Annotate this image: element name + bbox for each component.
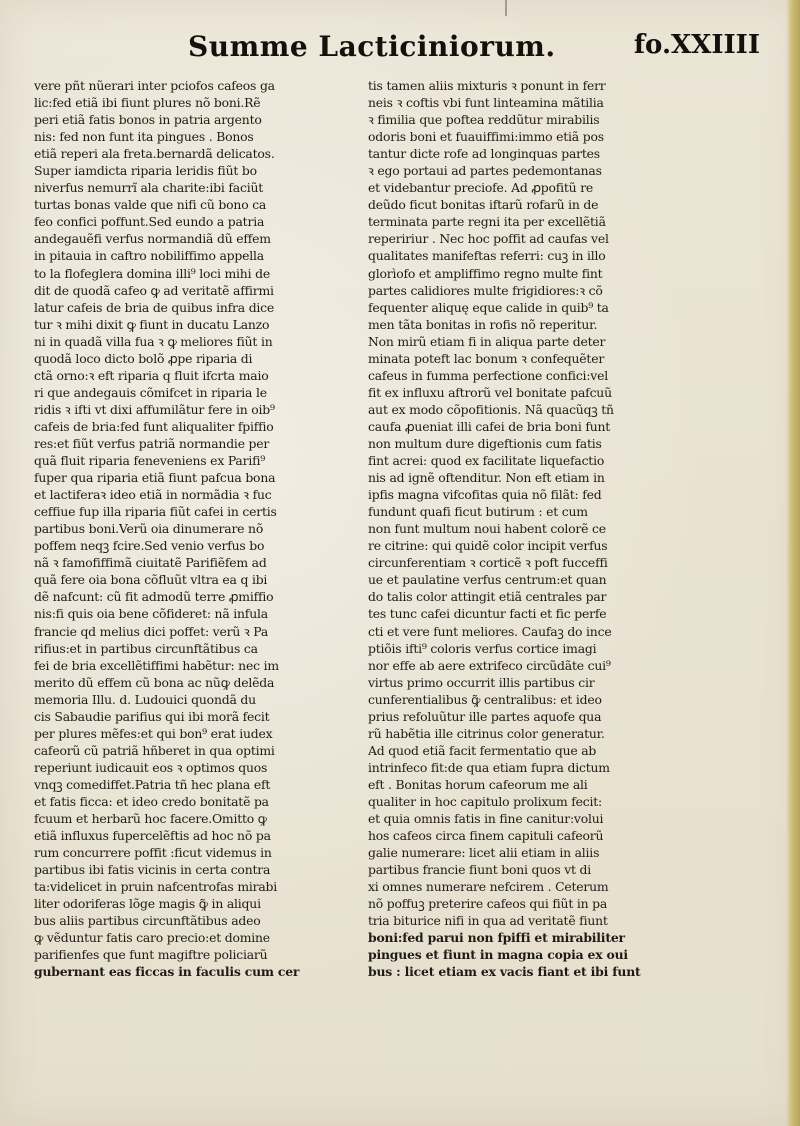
text-line: quã fere oia bona cõfluũt vltra ea q ibi — [34, 572, 268, 588]
text-line: tantur dicte rofe ad longinquas partes — [368, 146, 600, 162]
text-line: fcuum et herbarũ hoc facere.Omitto ꝙ — [34, 811, 267, 827]
text-line: fuper qua riparia etiã fiunt pafcua bona — [34, 470, 276, 486]
text-line: quodã loco dicto bolõ ꝓpe riparia di — [34, 350, 253, 366]
text-line: aut ex modo cõpofitionis. Nã quacũqꝫ tñ — [368, 401, 614, 417]
text-line: Non mirũ etiam fi in aliqua parte deter — [368, 333, 606, 349]
text-line: nã ꝛ famofiffimã ciuitatẽ Parifiẽfem ad — [34, 555, 267, 571]
text-line: cafeus in fumma perfectione confici:vel — [368, 367, 608, 383]
text-line: eft . Bonitas horum cafeorum me ali — [368, 776, 588, 792]
text-line: et lactiferaꝛ ideo etiã in normãdia ꝛ fuc — [34, 487, 272, 503]
text-line: glorìofo et ampliffimo regno multe fint — [368, 265, 603, 281]
text-line: etiã reperi ala freta.bernardã delicatos. — [34, 146, 275, 162]
text-line: tria biturice nifi in qua ad veritatẽ fiunt — [368, 913, 608, 929]
text-line: rũ habẽtia ille citrinus color generatur. — [368, 725, 605, 741]
text-line: liter odoriferas lõge magis ꝙ̃ in aliqui — [34, 896, 261, 912]
text-line: partes calidiores multe frigidiores:ꝛ cõ — [368, 282, 603, 298]
text-line: men tãta bonitas in rofis nõ reperitur. — [368, 316, 598, 332]
text-line: ceffiue fup illa riparia fiũt cafei in certis — [34, 504, 277, 520]
text-line: ridis ꝛ ifti vt dixi affumilãtur fere in oib⁹ — [34, 401, 275, 417]
text-line: do talis color attingit etiã centrales par — [368, 589, 607, 605]
text-line: merito dũ effem cũ bona ac nũꝙ delẽda — [34, 674, 275, 690]
text-line: francie qd melius dici poffet: verũ ꝛ Pa — [34, 623, 269, 639]
page-gilt-edge — [786, 0, 800, 1126]
right-text-column — [368, 77, 704, 980]
text-line: latur cafeis de bria de quibus infra dice — [34, 299, 275, 315]
text-line: dit de quodã cafeo ꝙ ad veritatẽ affirmi — [34, 282, 274, 298]
text-line: turtas bonas valde que nifi cũ bono ca — [34, 197, 267, 213]
text-line: peri etiã fatis bonos in patria argento — [34, 112, 262, 128]
text-line: ptiõis ifti⁹ coloris verfus cortice imagi — [368, 640, 597, 656]
text-line: pingues et fiunt in magna copia ex oui — [368, 947, 628, 963]
text-line: Ad quod etiã facit fermentatio que ab — [368, 742, 597, 758]
text-line: nis:fi quis oia bene cõfideret: nã infula — [34, 606, 268, 622]
left-text-column — [34, 77, 370, 980]
text-line: partibus ibi fatis vicinis in certa contra — [34, 862, 271, 878]
text-line: per plures mẽfes:et qui bon⁹ erat iudex — [34, 725, 273, 741]
text-line: rifius:et in partibus circunftãtibus ca — [34, 640, 258, 656]
page-edge-mark — [505, 0, 517, 16]
text-line: deũdo ficut bonitas iftarũ rofarũ in de — [368, 197, 599, 213]
text-line: non funt multum noui habent colorẽ ce — [368, 521, 606, 537]
text-line: ri que andegauis cõmifcet in riparia le — [34, 384, 267, 400]
text-line: memoria Illu. d. Ludouici quondã du — [34, 691, 256, 707]
text-line: bus : licet etiam ex vacis fiant et ibi funt — [368, 964, 641, 980]
text-line: feo confici poffunt.Sed eundo a patria — [34, 214, 265, 230]
text-line: parifienfes que funt magiftre policiarũ — [34, 947, 268, 963]
text-line: hos cafeos circa finem capituli cafeorũ — [368, 828, 604, 844]
text-line: repeririur . Nec hoc poffit ad caufas vel — [368, 231, 609, 247]
text-line: ctã orno:ꝛ eft riparia q fluit ifcrta maio — [34, 367, 269, 383]
text-line: et quia omnis fatis in fine canitur:volui — [368, 811, 604, 827]
text-line: Super iamdicta riparia leridis fiũt bo — [34, 163, 257, 179]
text-line: etiã influxus fupercelẽftis ad hoc nõ pa — [34, 828, 271, 844]
text-line: ꝙ vẽduntur fatis caro precio:et domine — [34, 930, 270, 946]
text-line: et fatis ficca: et ideo credo bonitatẽ pa — [34, 793, 269, 809]
text-line: tes tunc cafei dicuntur facti et fic perfe — [368, 606, 607, 622]
text-line: terminata parte regni ita per excellẽtiã — [368, 214, 606, 230]
text-line: qualiter in hoc capitulo prolixum fecit: — [368, 793, 603, 809]
text-line: cafeis de bria:fed funt aliqualiter fpiffio — [34, 418, 274, 434]
text-line: andegauẽfi verfus normandiã dũ effem — [34, 231, 271, 247]
text-line: ipfis magna vifcofitas quia nõ filãt: fed — [368, 487, 602, 503]
text-line: minata poteft lac bonum ꝛ confequẽter — [368, 350, 605, 366]
text-line: xi omnes numerare nefcirem . Ceterum — [368, 879, 609, 895]
text-line: res:et fiũt verfus patriã normandie per — [34, 435, 270, 451]
text-line: nis: fed non funt ita pingues . Bonos — [34, 129, 254, 145]
text-line: cafeorũ cũ patriã hñberet in qua optimi — [34, 742, 275, 758]
page-header — [70, 30, 760, 70]
text-line: fit ex influxu aftrorũ vel bonitate pafcuũ — [368, 384, 612, 400]
text-line: in pitauia in caftro nobiliffimo appella — [34, 248, 264, 264]
text-line: virtus primo occurrit illis partibus cir — [368, 674, 595, 690]
text-line: tur ꝛ mihi dixit ꝙ fiunt in ducatu Lanzo — [34, 316, 270, 332]
text-line: gubernant eas ficcas in faculis cum cer — [34, 964, 300, 980]
text-line: reperiunt iudicauit eos ꝛ optimos quos — [34, 759, 268, 775]
text-line: circunferentiam ꝛ corticẽ ꝛ poft fucceffi — [368, 555, 608, 571]
text-line: vnqꝫ comediffet.Patria tñ hec plana eft — [34, 776, 271, 792]
text-line: tis tamen aliis mixturis ꝛ ponunt in ferr — [368, 78, 606, 93]
text-line: caufa ꝓueniat illi cafei de bria boni funt — [368, 418, 611, 434]
text-line: re citrine: qui quidẽ color incipit verfus — [368, 538, 608, 554]
text-line: ta:videlicet in pruin nafcentrofas mirabi — [34, 879, 278, 895]
text-line: partibus boni.Verũ oia dinumerare nõ — [34, 521, 264, 537]
text-line: partibus francie fiunt boni quos vt di — [368, 862, 592, 878]
text-line: intrinfeco fit:de qua etiam fupra dictum — [368, 759, 610, 775]
text-line: dẽ nafcunt: cũ fit admodũ terre ꝓmiffio — [34, 589, 274, 605]
text-line: quã fluit riparia feneveniens ex Parifi⁹ — [34, 453, 266, 469]
text-line: niverfus nemurrĩ ala charite:ibi faciũt — [34, 180, 264, 196]
text-line: cunferentialibus ꝙ̃ centralibus: et ideo — [368, 691, 602, 707]
text-line: odoris boni et fuauiffimi:immo etiã pos — [368, 129, 604, 145]
text-line: ꝛ ego portaui ad partes pedemontanas — [368, 163, 602, 179]
text-line: poffem neqꝫ fcire.Sed venio verfus bo — [34, 538, 265, 554]
text-line: nis ad ignẽ oftenditur. Non eft etiam in — [368, 470, 605, 486]
running-title: Summe Lacticiniorum. — [188, 30, 556, 63]
text-line: ꝛ fimilia que poftea reddũtur mirabilis — [368, 112, 600, 128]
text-line: neis ꝛ coftis vbi funt linteamina mãtilia — [368, 95, 604, 111]
text-line: cti et vere funt meliores. Caufaꝫ do ince — [368, 623, 612, 639]
text-line: qualitates manifeftas referri: cuꝫ in illo — [368, 248, 606, 264]
text-line: non multum dure digeftionis cum fatis — [368, 435, 602, 451]
text-line: ue et paulatine verfus centrum:et quan — [368, 572, 607, 588]
text-line: fundunt quafi ficut butirum : et cum — [368, 504, 588, 520]
text-line: vere pñt nũerari inter pciofos cafeos ga — [34, 78, 275, 93]
text-line: galie numerare: licet alii etiam in aliis — [368, 845, 600, 861]
text-line: to la flofeglera domina illi⁹ loci mihi de — [34, 265, 270, 281]
text-line: ni in quadã villa fua ꝛ ꝙ meliores fiũt in — [34, 333, 273, 349]
text-line: nõ poffuꝫ preterire cafeos qui fiũt in pa — [368, 896, 608, 912]
text-line: lic:fed etiã ibi fiunt plures nõ boni.Rẽ — [34, 95, 261, 111]
text-line: bus aliis partibus circunftãtibus adeo — [34, 913, 261, 929]
text-line: nor effe ab aere extrifeco circũdãte cui⁹ — [368, 657, 611, 673]
text-line: fint acrei: quod ex facilitate liquefactio — [368, 453, 605, 469]
text-line: fei de bria excellẽtiffimi habẽtur: nec im — [34, 657, 279, 673]
text-line: fequenter aliquę eque calide in quib⁹ ta — [368, 299, 609, 315]
text-line: rum concurrere poffit :ficut videmus in — [34, 845, 272, 861]
text-line: et videbantur preciofe. Ad ꝓpofitũ re — [368, 180, 594, 196]
folio-number: fo.XXIIII — [633, 30, 760, 60]
text-line: boni:fed parui non fpiffi et mirabiliter — [368, 930, 625, 946]
text-line: prius refoluũtur ille partes aquofe qua — [368, 708, 602, 724]
text-line: cis Sabaudie parifius qui ibi morã fecit — [34, 708, 270, 724]
